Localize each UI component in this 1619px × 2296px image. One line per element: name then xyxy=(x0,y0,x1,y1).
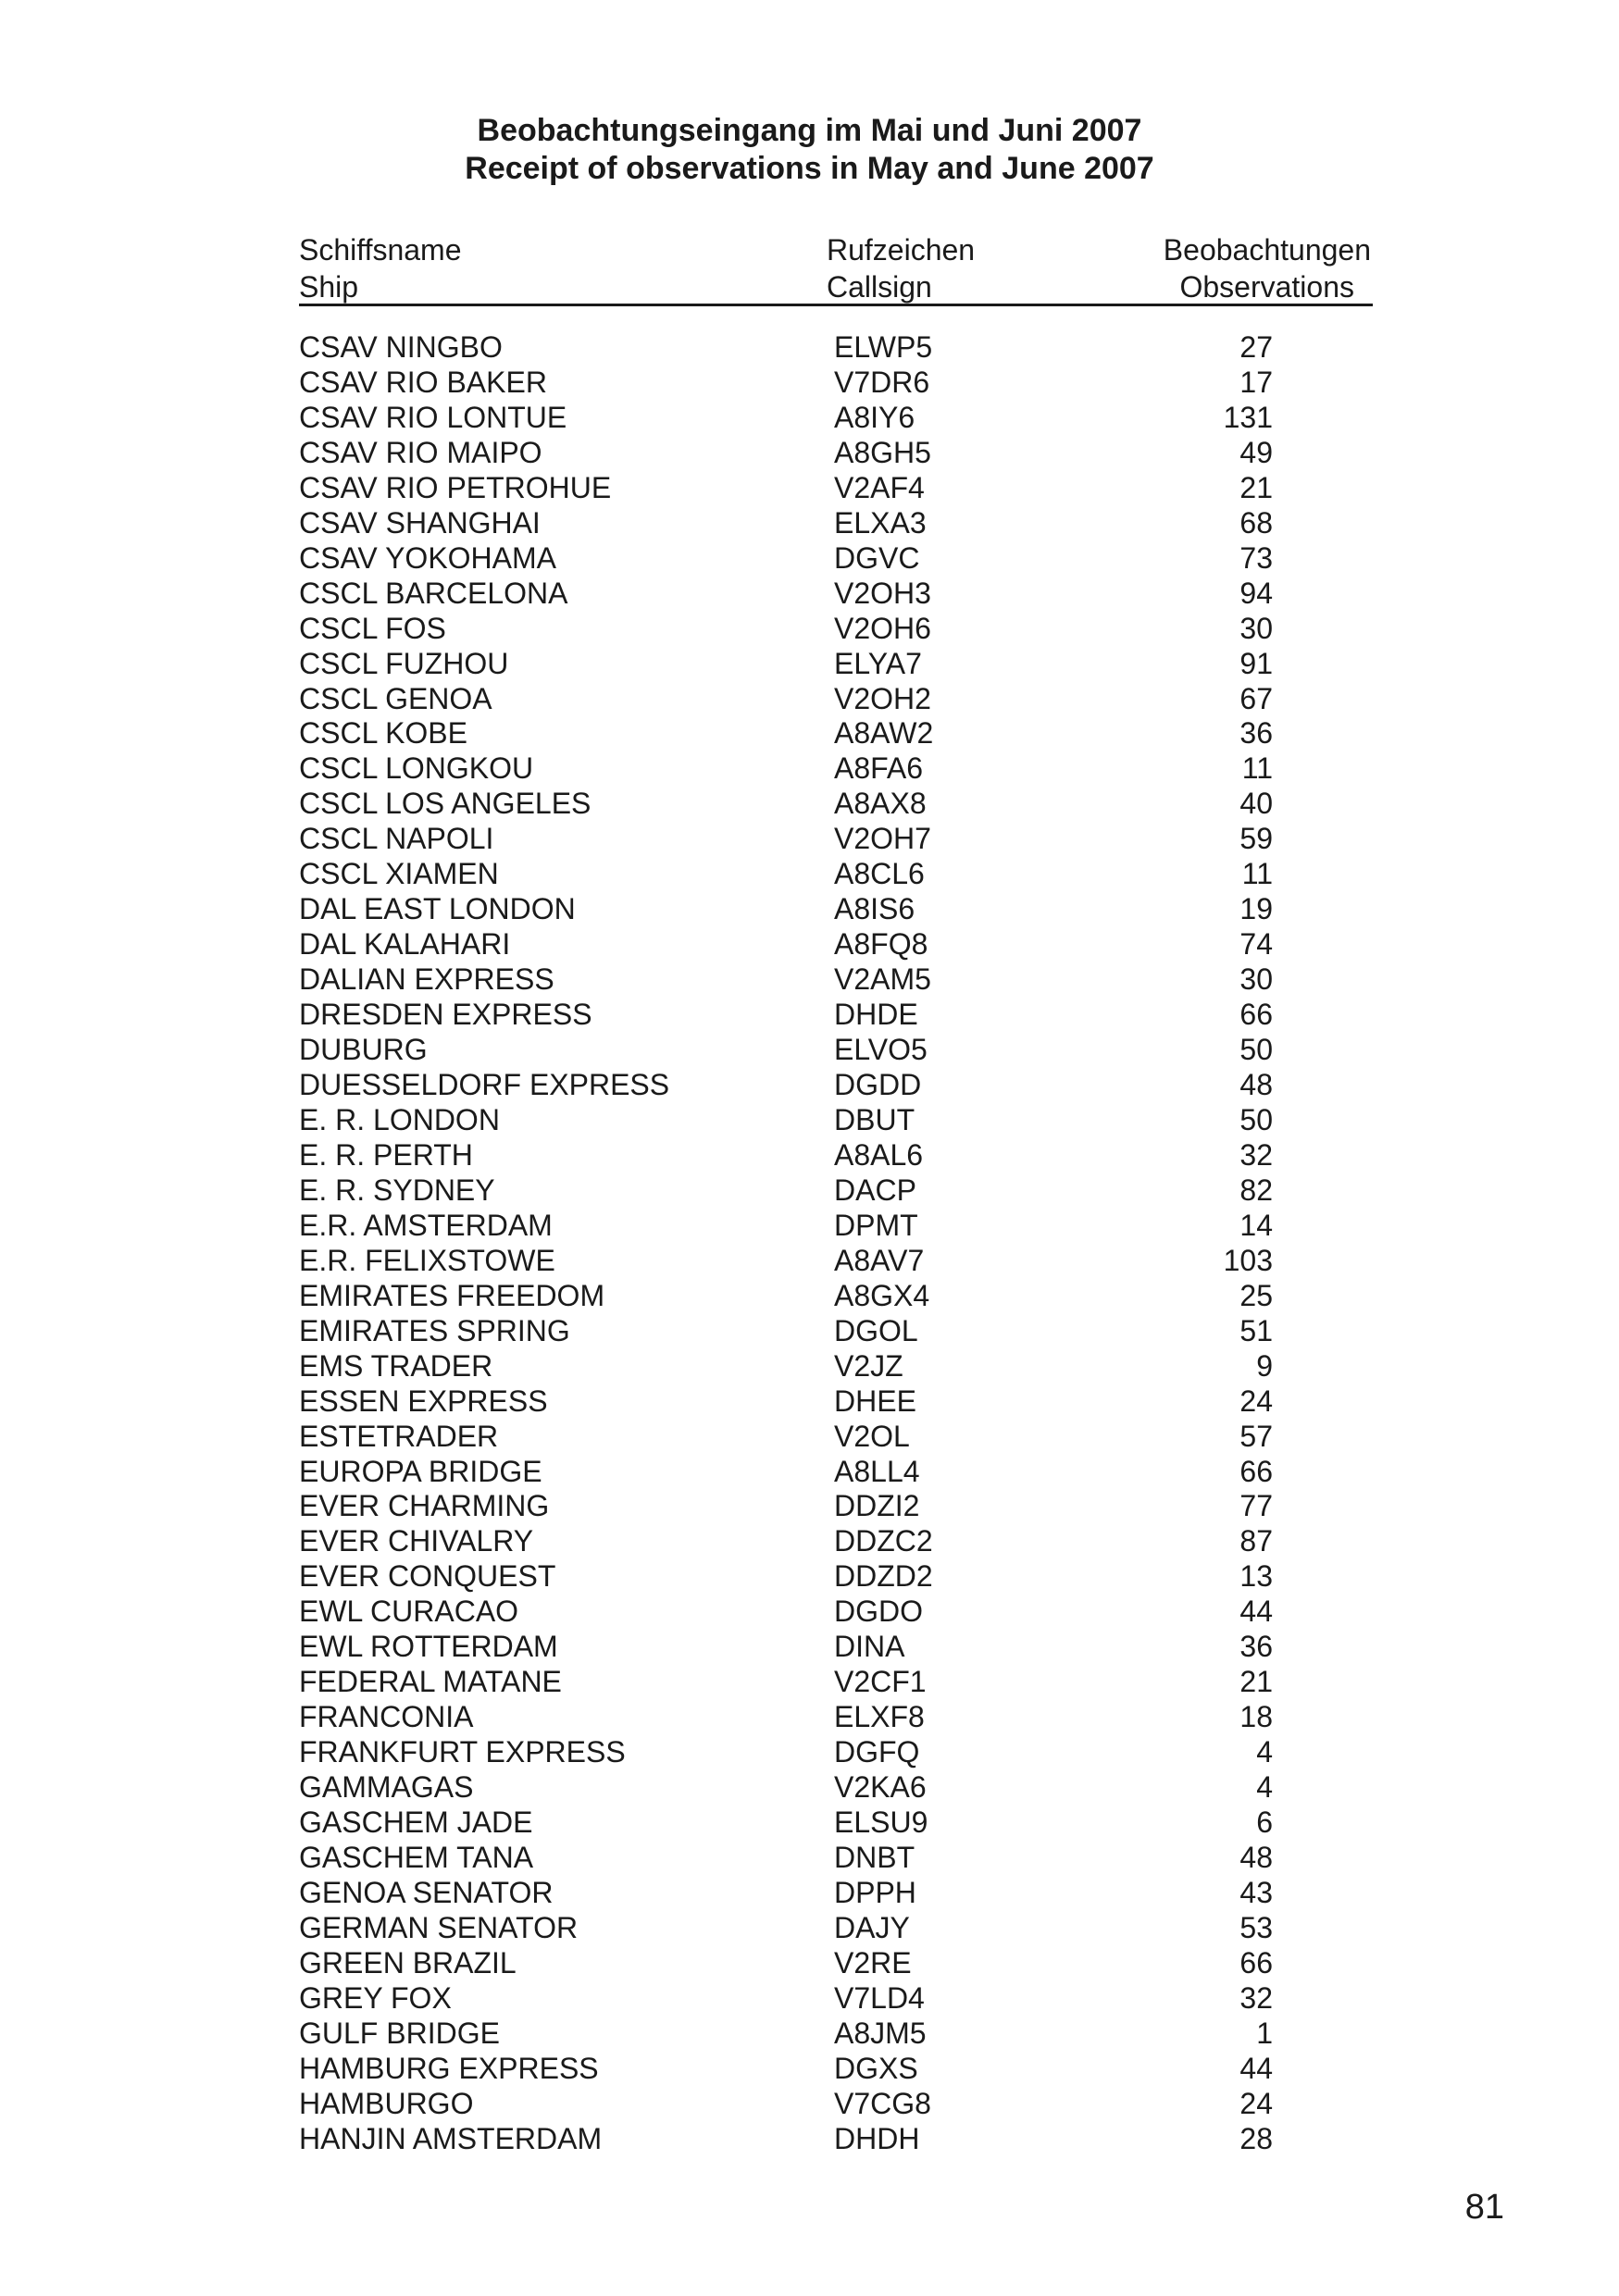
ship-name-cell: HAMBURG EXPRESS xyxy=(299,2051,599,2085)
ship-name-cell: E.R. AMSTERDAM xyxy=(299,1208,553,1242)
callsign-cell: DGOL xyxy=(834,1313,918,1347)
ship-name-cell: GULF BRIDGE xyxy=(299,2016,500,2050)
ship-name-cell: ESTETRADER xyxy=(299,1419,499,1453)
observations-cell: 74 xyxy=(1239,927,1273,962)
ship-name-cell: EMIRATES FREEDOM xyxy=(299,1278,605,1312)
table-row xyxy=(0,751,1619,787)
observations-cell: 11 xyxy=(1241,857,1273,891)
ship-name-cell: GASCHEM JADE xyxy=(299,1806,533,1840)
page-title-german: Beobachtungseingang im Mai und Juni 2007 xyxy=(477,113,1142,148)
ship-name-cell: GREY FOX xyxy=(299,1980,452,2015)
ship-name-cell: DALIAN EXPRESS xyxy=(299,962,554,997)
observations-cell: 68 xyxy=(1239,505,1273,540)
ship-name-cell: CSAV YOKOHAMA xyxy=(299,540,556,575)
observations-cell: 11 xyxy=(1241,751,1273,786)
callsign-cell: A8FQ8 xyxy=(834,927,928,962)
observations-cell: 82 xyxy=(1239,1173,1273,1207)
callsign-cell: A8FA6 xyxy=(834,751,924,786)
observations-cell: 48 xyxy=(1239,1840,1273,1874)
observations-cell: 28 xyxy=(1239,2121,1273,2155)
observations-cell: 51 xyxy=(1239,1313,1273,1347)
observations-cell: 25 xyxy=(1239,1278,1273,1312)
observations-cell: 6 xyxy=(1256,1806,1273,1840)
table-row xyxy=(0,1420,1619,1455)
ship-name-cell: DUESSELDORF EXPRESS xyxy=(299,1068,670,1102)
ship-name-cell: EUROPA BRIDGE xyxy=(299,1454,542,1488)
callsign-cell: DINA xyxy=(834,1630,905,1664)
ship-name-cell: CSCL LOS ANGELES xyxy=(299,787,592,821)
ship-name-cell: CSAV RIO MAIPO xyxy=(299,435,542,469)
observations-cell: 36 xyxy=(1239,716,1273,751)
table-row xyxy=(0,1946,1619,1981)
table-row xyxy=(0,366,1619,401)
ship-name-cell: GAMMAGAS xyxy=(299,1770,474,1805)
callsign-cell: A8AX8 xyxy=(834,787,927,821)
ship-name-cell: DUBURG xyxy=(299,1033,428,1067)
table-row xyxy=(0,1173,1619,1209)
callsign-cell: ELXA3 xyxy=(834,505,927,540)
table-row xyxy=(0,2122,1619,2157)
ship-name-cell: CSCL XIAMEN xyxy=(299,857,499,891)
table-row xyxy=(0,1138,1619,1173)
callsign-cell: DBUT xyxy=(834,1102,915,1136)
table-row xyxy=(0,1595,1619,1630)
callsign-cell: ELVO5 xyxy=(834,1033,928,1067)
table-row xyxy=(0,1524,1619,1559)
callsign-cell: V2JZ xyxy=(834,1348,903,1383)
observations-cell: 19 xyxy=(1239,892,1273,926)
callsign-cell: V2OH6 xyxy=(834,611,931,645)
ship-name-cell: CSCL BARCELONA xyxy=(299,576,568,610)
ship-name-cell: CSAV RIO BAKER xyxy=(299,365,547,399)
observations-cell: 18 xyxy=(1239,1700,1273,1734)
callsign-cell: ELSU9 xyxy=(834,1806,928,1840)
table-row xyxy=(0,1735,1619,1770)
table-row xyxy=(0,1876,1619,1911)
ship-name-cell: EVER CHARMING xyxy=(299,1489,550,1523)
ship-name-cell: EMS TRADER xyxy=(299,1348,493,1383)
callsign-cell: V2KA6 xyxy=(834,1770,927,1805)
callsign-cell: DNBT xyxy=(834,1840,915,1874)
callsign-cell: V7DR6 xyxy=(834,365,930,399)
callsign-cell: DHEE xyxy=(834,1384,916,1418)
callsign-cell: V2OH3 xyxy=(834,576,931,610)
table-row xyxy=(0,1384,1619,1420)
ship-name-cell: E.R. FELIXSTOWE xyxy=(299,1243,555,1277)
ship-name-cell: ESSEN EXPRESS xyxy=(299,1384,548,1418)
callsign-cell: DDZC2 xyxy=(834,1524,933,1558)
observations-cell: 50 xyxy=(1239,1033,1273,1067)
callsign-cell: DAJY xyxy=(834,1910,910,1944)
observations-cell: 1 xyxy=(1256,2016,1273,2050)
callsign-cell: DDZD2 xyxy=(834,1559,933,1594)
table-row xyxy=(0,998,1619,1033)
table-row xyxy=(0,2052,1619,2087)
table-row xyxy=(0,330,1619,366)
ship-name-cell: E. R. PERTH xyxy=(299,1137,473,1172)
observations-cell: 24 xyxy=(1239,1384,1273,1418)
callsign-cell: A8AL6 xyxy=(834,1137,924,1172)
ship-name-cell: CSCL KOBE xyxy=(299,716,467,751)
column-header-observations-de: Beobachtungen xyxy=(1163,233,1371,267)
column-header-ship-en: Ship xyxy=(299,270,359,304)
table-row xyxy=(0,1033,1619,1068)
table-row xyxy=(0,1279,1619,1314)
observations-cell: 9 xyxy=(1256,1348,1273,1383)
ship-name-cell: DRESDEN EXPRESS xyxy=(299,998,592,1032)
callsign-cell: DHDH xyxy=(834,2121,920,2155)
table-row xyxy=(0,471,1619,506)
ship-name-cell: EVER CONQUEST xyxy=(299,1559,556,1594)
observations-cell: 57 xyxy=(1239,1419,1273,1453)
observations-cell: 44 xyxy=(1239,2051,1273,2085)
table-row xyxy=(0,401,1619,436)
callsign-cell: A8IY6 xyxy=(834,400,915,434)
observations-cell: 24 xyxy=(1239,2086,1273,2120)
callsign-cell: ELXF8 xyxy=(834,1700,925,1734)
observations-cell: 21 xyxy=(1239,470,1273,504)
table-row xyxy=(0,1770,1619,1806)
ship-name-cell: HAMBURGO xyxy=(299,2086,474,2120)
callsign-cell: DGXS xyxy=(834,2051,918,2085)
column-header-ship-de: Schiffsname xyxy=(299,233,462,267)
observations-cell: 59 xyxy=(1239,822,1273,856)
ship-name-cell: DAL KALAHARI xyxy=(299,927,511,962)
table-row xyxy=(0,436,1619,471)
observations-cell: 30 xyxy=(1239,962,1273,997)
observations-cell: 14 xyxy=(1239,1208,1273,1242)
table-row xyxy=(0,822,1619,857)
table-row xyxy=(0,1559,1619,1595)
observations-cell: 13 xyxy=(1239,1559,1273,1594)
ship-name-cell: EVER CHIVALRY xyxy=(299,1524,534,1558)
observations-cell: 4 xyxy=(1256,1770,1273,1805)
observations-cell: 53 xyxy=(1239,1910,1273,1944)
ship-name-cell: CSAV RIO LONTUE xyxy=(299,400,567,434)
callsign-cell: V2OH2 xyxy=(834,681,931,715)
observations-cell: 87 xyxy=(1239,1524,1273,1558)
table-row xyxy=(0,1665,1619,1700)
table-row xyxy=(0,1981,1619,2017)
observations-cell: 50 xyxy=(1239,1102,1273,1136)
table-row xyxy=(0,1489,1619,1524)
observations-cell: 91 xyxy=(1239,646,1273,680)
ship-name-cell: CSCL LONGKOU xyxy=(299,751,534,786)
callsign-cell: DHDE xyxy=(834,998,918,1032)
ship-name-cell: GREEN BRAZIL xyxy=(299,1945,517,1980)
ship-name-cell: E. R. SYDNEY xyxy=(299,1173,495,1207)
callsign-cell: A8IS6 xyxy=(834,892,915,926)
callsign-cell: A8GH5 xyxy=(834,435,931,469)
callsign-cell: A8CL6 xyxy=(834,857,925,891)
table-row xyxy=(0,857,1619,892)
table-row xyxy=(0,1068,1619,1103)
observations-cell: 67 xyxy=(1239,681,1273,715)
ship-name-cell: GASCHEM TANA xyxy=(299,1840,534,1874)
callsign-cell: A8AW2 xyxy=(834,716,934,751)
table-row xyxy=(0,1244,1619,1279)
callsign-cell: A8LL4 xyxy=(834,1454,920,1488)
observations-cell: 32 xyxy=(1239,1137,1273,1172)
ship-name-cell: CSAV RIO PETROHUE xyxy=(299,470,612,504)
ship-name-cell: EWL CURACAO xyxy=(299,1595,519,1629)
observations-cell: 73 xyxy=(1239,540,1273,575)
observations-cell: 66 xyxy=(1239,998,1273,1032)
callsign-cell: V2RE xyxy=(834,1945,912,1980)
ship-name-cell: GENOA SENATOR xyxy=(299,1875,554,1909)
callsign-cell: DGVC xyxy=(834,540,920,575)
observations-cell: 30 xyxy=(1239,611,1273,645)
observations-cell: 44 xyxy=(1239,1595,1273,1629)
header-divider xyxy=(299,304,1373,306)
observations-cell: 48 xyxy=(1239,1068,1273,1102)
table-row xyxy=(0,962,1619,998)
table-row xyxy=(0,2017,1619,2052)
ship-name-cell: CSCL FUZHOU xyxy=(299,646,509,680)
observations-cell: 66 xyxy=(1239,1945,1273,1980)
table-row xyxy=(0,1349,1619,1384)
ship-name-cell: EWL ROTTERDAM xyxy=(299,1630,558,1664)
observations-cell: 103 xyxy=(1223,1243,1273,1277)
ship-name-cell: FRANKFURT EXPRESS xyxy=(299,1735,626,1769)
observations-cell: 27 xyxy=(1239,330,1273,364)
observations-cell: 43 xyxy=(1239,1875,1273,1909)
callsign-cell: A8AV7 xyxy=(834,1243,925,1277)
table-row xyxy=(0,647,1619,682)
table-row xyxy=(0,506,1619,541)
callsign-cell: DPMT xyxy=(834,1208,918,1242)
table-row xyxy=(0,787,1619,822)
table-row xyxy=(0,1806,1619,1841)
table-row xyxy=(0,682,1619,717)
observations-cell: 36 xyxy=(1239,1630,1273,1664)
ship-name-cell: E. R. LONDON xyxy=(299,1102,500,1136)
callsign-cell: V2CF1 xyxy=(834,1665,927,1699)
table-row xyxy=(0,1630,1619,1665)
table-row xyxy=(0,1103,1619,1138)
table-row xyxy=(0,892,1619,927)
callsign-cell: A8GX4 xyxy=(834,1278,930,1312)
callsign-cell: A8JM5 xyxy=(834,2016,927,2050)
table-row xyxy=(0,1209,1619,1244)
page-number: 81 xyxy=(1464,2188,1504,2227)
ship-name-cell: CSCL FOS xyxy=(299,611,446,645)
table-row xyxy=(0,1314,1619,1349)
ship-name-cell: CSAV SHANGHAI xyxy=(299,505,541,540)
observations-cell: 40 xyxy=(1239,787,1273,821)
observations-table xyxy=(0,330,1619,2157)
table-row xyxy=(0,716,1619,751)
ship-name-cell: FRANCONIA xyxy=(299,1700,474,1734)
callsign-cell: DDZI2 xyxy=(834,1489,920,1523)
callsign-cell: V2AF4 xyxy=(834,470,925,504)
callsign-cell: DACP xyxy=(834,1173,916,1207)
table-row xyxy=(0,2087,1619,2122)
table-row xyxy=(0,1455,1619,1490)
callsign-cell: DGFQ xyxy=(834,1735,920,1769)
ship-name-cell: DAL EAST LONDON xyxy=(299,892,576,926)
observations-cell: 17 xyxy=(1239,365,1273,399)
ship-name-cell: CSCL GENOA xyxy=(299,681,492,715)
table-row xyxy=(0,541,1619,577)
callsign-cell: ELWP5 xyxy=(834,330,933,364)
ship-name-cell: HANJIN AMSTERDAM xyxy=(299,2121,603,2155)
observations-cell: 94 xyxy=(1239,576,1273,610)
callsign-cell: ELYA7 xyxy=(834,646,922,680)
table-row xyxy=(0,1841,1619,1876)
table-row xyxy=(0,927,1619,962)
callsign-cell: V7LD4 xyxy=(834,1980,925,2015)
ship-name-cell: GERMAN SENATOR xyxy=(299,1910,579,1944)
callsign-cell: DGDO xyxy=(834,1595,923,1629)
column-header-observations-en: Observations xyxy=(1179,270,1354,304)
column-header-callsign-de: Rufzeichen xyxy=(827,233,976,267)
callsign-cell: V2OL xyxy=(834,1419,910,1453)
callsign-cell: V2OH7 xyxy=(834,822,931,856)
table-row xyxy=(0,1911,1619,1946)
table-row xyxy=(0,612,1619,647)
table-row xyxy=(0,1700,1619,1735)
callsign-cell: DPPH xyxy=(834,1875,916,1909)
observations-cell: 49 xyxy=(1239,435,1273,469)
callsign-cell: V7CG8 xyxy=(834,2086,931,2120)
callsign-cell: DGDD xyxy=(834,1068,922,1102)
ship-name-cell: EMIRATES SPRING xyxy=(299,1313,570,1347)
ship-name-cell: FEDERAL MATANE xyxy=(299,1665,562,1699)
observations-cell: 66 xyxy=(1239,1454,1273,1488)
observations-cell: 21 xyxy=(1239,1665,1273,1699)
ship-name-cell: CSCL NAPOLI xyxy=(299,822,494,856)
observations-cell: 77 xyxy=(1239,1489,1273,1523)
column-header-callsign-en: Callsign xyxy=(827,270,932,304)
callsign-cell: V2AM5 xyxy=(834,962,931,997)
observations-cell: 32 xyxy=(1239,1980,1273,2015)
table-row xyxy=(0,577,1619,612)
ship-name-cell: CSAV NINGBO xyxy=(299,330,503,364)
observations-cell: 131 xyxy=(1223,400,1273,434)
observations-cell: 4 xyxy=(1256,1735,1273,1769)
page-title-english: Receipt of observations in May and June 2007 xyxy=(465,151,1154,186)
